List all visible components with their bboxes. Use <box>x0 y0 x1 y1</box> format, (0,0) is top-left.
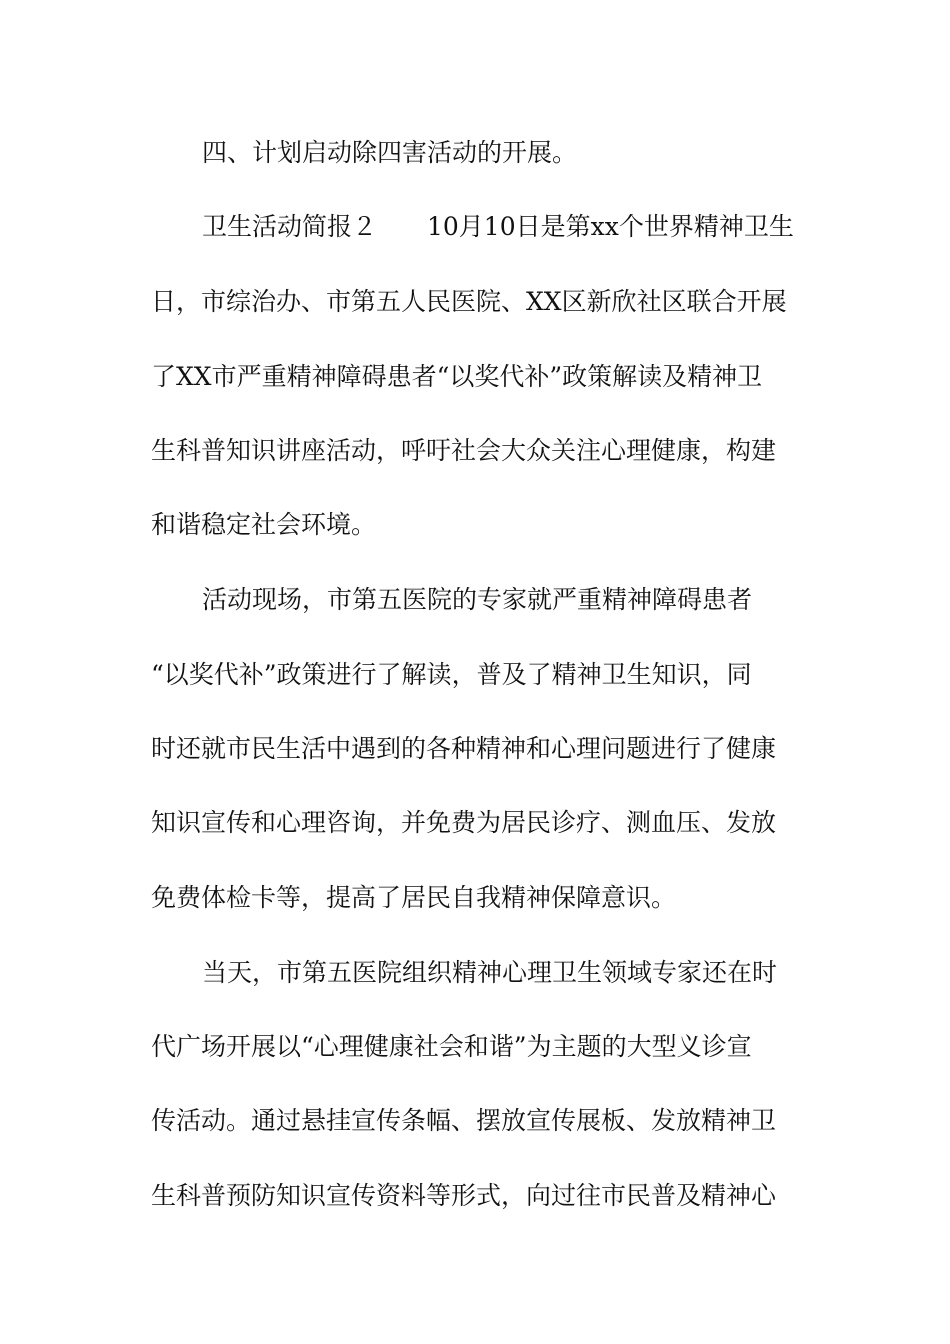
text-line-13: 代广场开展以“心理健康社会和谐”为主题的大型义诊宣 <box>151 1032 752 1061</box>
text-line-8: “以奖代补”政策进行了解读，普及了精神卫生知识，同 <box>151 660 752 689</box>
text-line-3: 日，市综治办、市第五人民医院、XX区新欣社区联合开展 <box>151 287 787 316</box>
text-line-14: 传活动。通过悬挂宣传条幅、摆放宣传展板、发放精神卫 <box>151 1106 777 1135</box>
text-line-15: 生科普预防知识宣传资料等形式，向过往市民普及精神心 <box>151 1181 777 1210</box>
text-line-11: 免费体检卡等，提高了居民自我精神保障意识。 <box>151 883 677 912</box>
text-line-4: 了XX市严重精神障碍患者“以奖代补”政策解读及精神卫 <box>151 362 763 391</box>
text-line-6: 和谐稳定社会环境。 <box>151 510 377 539</box>
text-line-1: 四、计划启动除四害活动的开展。 <box>202 138 578 167</box>
text-line-10: 知识宣传和心理咨询，并免费为居民诊疗、测血压、发放 <box>151 808 777 837</box>
text-line-12: 当天，市第五医院组织精神心理卫生领域专家还在时 <box>202 958 778 987</box>
text-line-9: 时还就市民生活中遇到的各种精神和心理问题进行了健康 <box>151 734 777 763</box>
text-line-2: 卫生活动简报２ 10月10日是第xx个世界精神卫生 <box>202 212 794 241</box>
text-line-7: 活动现场，市第五医院的专家就严重精神障碍患者 <box>202 585 753 614</box>
text-line-5: 生科普知识讲座活动，呼吁社会大众关注心理健康，构建 <box>151 436 777 465</box>
